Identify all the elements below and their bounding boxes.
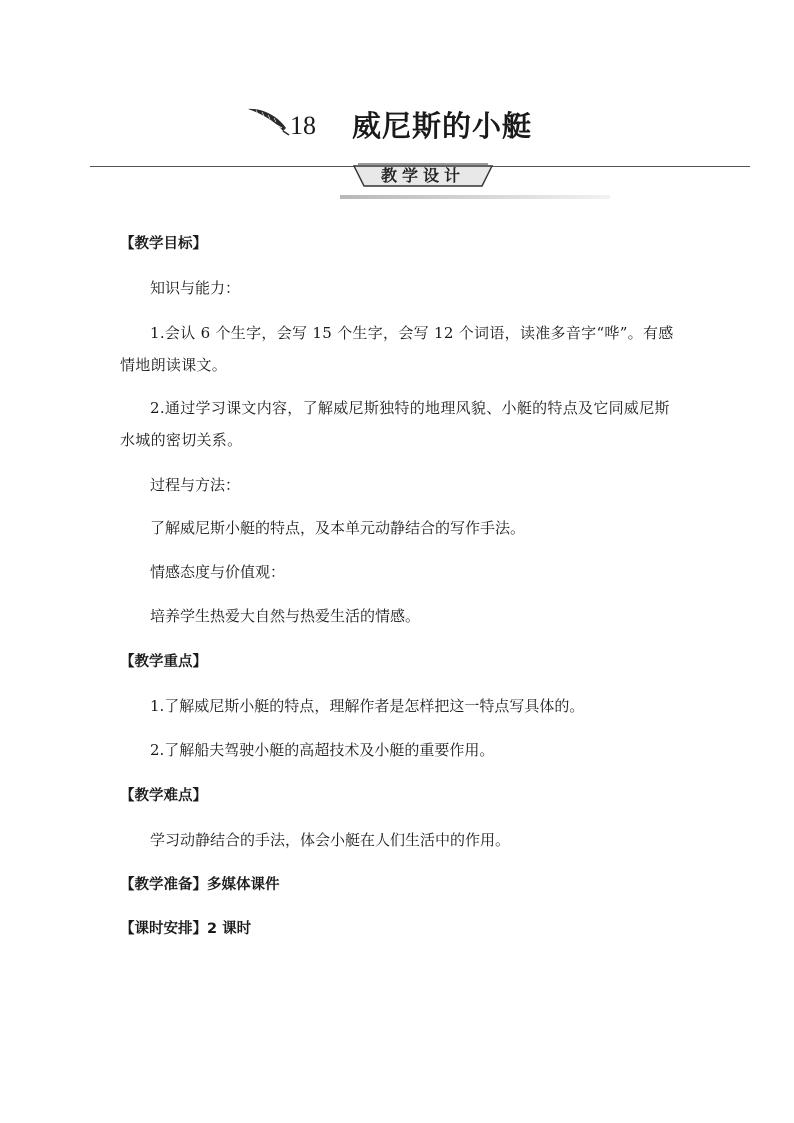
- knowledge-item-1: 1.会认 6 个生字，会写 15 个生字，会写 12 个词语，读准多音字“哗”。有感情地朗读课文。: [120, 324, 674, 374]
- objectives-heading: 【教学目标】: [120, 236, 207, 252]
- difficulty-text: 学习动静结合的手法，体会小艇在人们生活中的作用。: [150, 831, 511, 849]
- lesson-number: 18: [290, 111, 316, 140]
- preparation-line: 【教学准备】多媒体课件: [120, 877, 280, 893]
- keypoint-1: 1.了解威尼斯小艇的特点，理解作者是怎样把这一特点写具体的。: [150, 697, 585, 715]
- emotion-text: 培养学生热爱大自然与热爱生活的情感。: [150, 607, 421, 625]
- knowledge-item-2: 2.通过学习课文内容，了解威尼斯独特的地理风貌、小艇的特点及它同威尼斯水城的密切关系。: [120, 399, 670, 449]
- difficulties-heading: 【教学难点】: [120, 788, 207, 804]
- banner-shadow: [340, 195, 610, 199]
- keypoint-2: 2.了解船夫驾驶小艇的高超技术及小艇的重要作用。: [150, 741, 495, 759]
- section-banner: [350, 160, 496, 190]
- keypoints-heading: 【教学重点】: [120, 654, 207, 670]
- knowledge-label: 知识与能力：: [150, 279, 241, 297]
- process-label: 过程与方法：: [150, 476, 241, 494]
- lesson-header: [0, 100, 794, 160]
- quill-pen-icon: [246, 106, 290, 136]
- emotion-label: 情感态度与价值观：: [150, 563, 286, 581]
- section-banner-label: 教学设计: [380, 166, 465, 185]
- process-text: 了解威尼斯小艇的特点，及本单元动静结合的写作手法。: [150, 519, 526, 537]
- lesson-title: 威尼斯的小艇: [352, 109, 533, 143]
- schedule-line: 【课时安排】2 课时: [120, 921, 252, 937]
